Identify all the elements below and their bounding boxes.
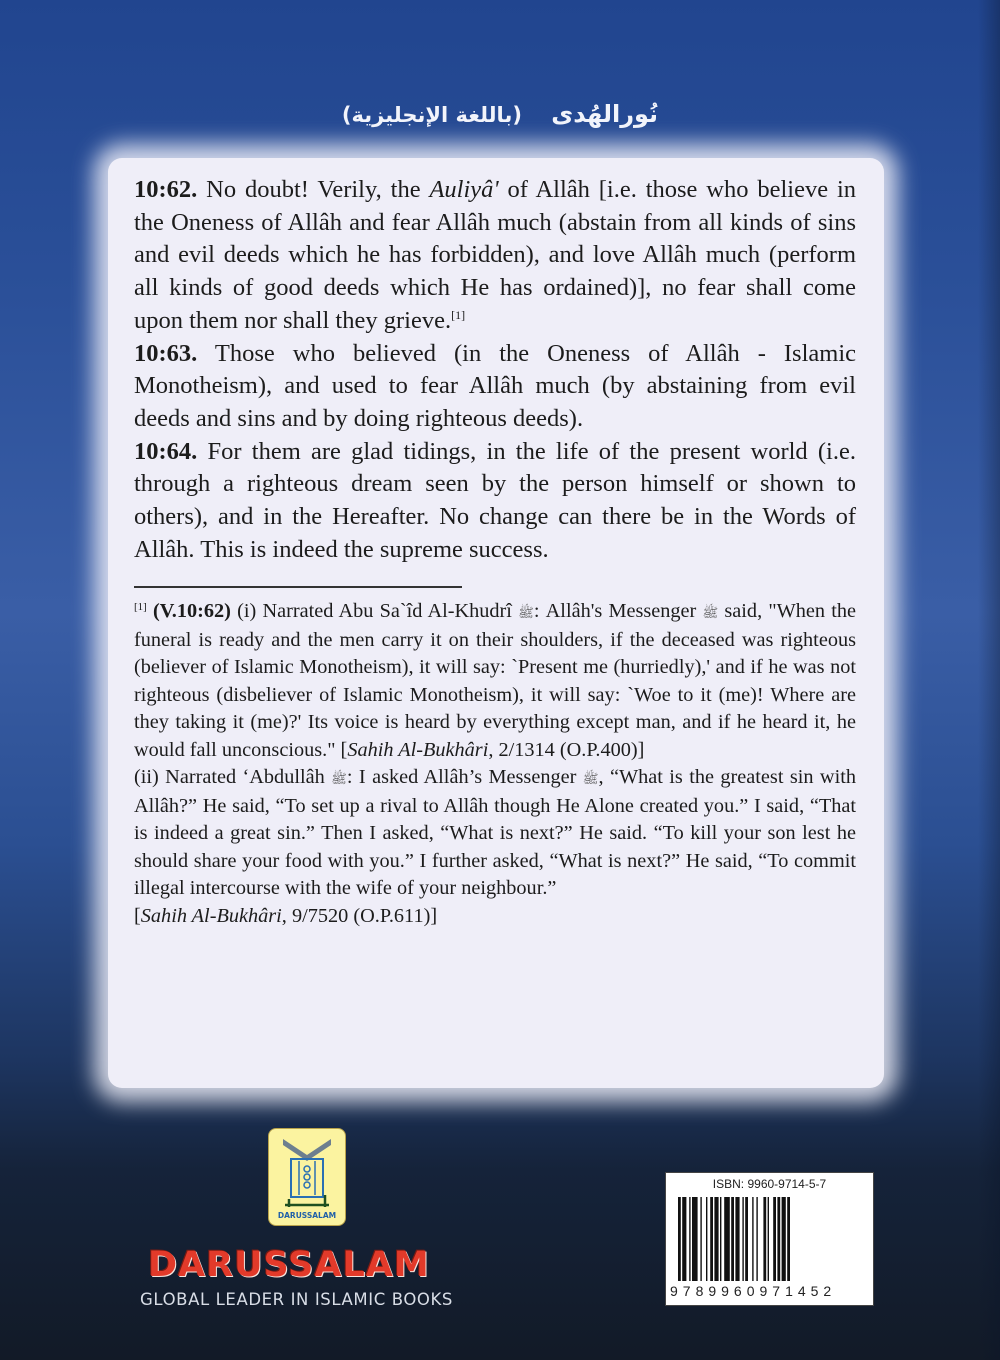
barcode-bar xyxy=(689,1197,690,1281)
barcode-bar xyxy=(742,1197,743,1281)
footnote-text: (i) Narrated Abu Sa`îd Al-Khudrî xyxy=(230,600,519,623)
barcode-bar xyxy=(787,1197,790,1281)
isbn-barcode xyxy=(665,1172,874,1306)
barcode-bar xyxy=(692,1197,698,1281)
barcode-bar xyxy=(773,1197,776,1281)
source-title: Sahih Al-Bukhâri xyxy=(347,738,489,761)
barcode-bar xyxy=(724,1197,730,1281)
barcode-bar xyxy=(682,1197,686,1281)
barcode-bar xyxy=(700,1197,701,1281)
barcode-bar xyxy=(756,1197,757,1281)
verse-10-64 xyxy=(134,436,856,567)
text-content xyxy=(134,174,856,930)
barcode-bar xyxy=(763,1197,766,1281)
cover-edge-shadow xyxy=(978,0,1000,1360)
footnote-narration-2 xyxy=(134,764,856,930)
verse-10-63 xyxy=(134,338,856,436)
footnote-number: [1] xyxy=(134,601,147,614)
verse-ref: 10:64. xyxy=(134,437,198,465)
honorific-companion-icon: ﷺ xyxy=(331,771,347,787)
arabic-title-main: نُورالهُدى xyxy=(551,100,659,128)
verse-10-62 xyxy=(134,174,856,338)
honorific-prophet-icon: ﷺ xyxy=(582,771,599,787)
footnote-text: (ii) Narrated ‘Abdullâh xyxy=(134,766,332,789)
barcode-bar xyxy=(710,1197,713,1281)
barcode-bar xyxy=(782,1197,786,1281)
verse-text: Those who believed (in the Oneness of Allâh - Islamic Monotheism), and used to fear Allâh much (by abstaining from evil deeds and sins and by doing righteous deeds). xyxy=(134,339,856,432)
arabic-title-subtitle: (باللغة الإنجليزية) xyxy=(341,103,522,127)
barcode-bar xyxy=(720,1197,721,1281)
source-reference: , 9/7520 (O.P.611)] xyxy=(281,904,438,927)
isbn-label: ISBN: 9960-9714-5-7 xyxy=(712,1177,827,1191)
verse-text: For them are glad tidings, in the life of the present world (i.e. through a righteous dream seen by the person himself or shown to others), and in the Hereafter. No change can there be in the Words of Allâh. This is indeed the supreme success. xyxy=(134,437,856,563)
footnote-text: : Allâh's Messenger xyxy=(533,600,703,623)
footnote-narration-1 xyxy=(134,598,856,764)
footnote-marker[interactable]: [1] xyxy=(451,307,466,322)
publisher-tagline: GLOBAL LEADER IN ISLAMIC BOOKS xyxy=(140,1290,453,1309)
publisher-name: DARUSSALAM xyxy=(148,1245,430,1285)
footnote-text: said, "When the funeral is ready and the men carry it on their shoulders, if the deceased was righteous (believer of Islamic Monotheism), it will say: `Present me (hurriedly),' and if he was not righteous (disbeliever of Islamic Monotheism), it will say: `Woe to it (me)! Where are they taking it (me)?' Its voice is heard by everything except man, and if he heard it, he would fall unconscious." [ xyxy=(134,600,856,761)
arabic-title xyxy=(0,100,1000,128)
barcode-bar xyxy=(678,1197,681,1281)
verse-ref: 10:63. xyxy=(134,339,198,367)
source-bracket: [ xyxy=(134,904,141,927)
barcode-bar xyxy=(768,1197,769,1281)
verse-italic-term: Auliyâ' xyxy=(429,176,499,203)
barcode-bar xyxy=(735,1197,739,1281)
verse-text: No doubt! Verily, the xyxy=(197,176,430,203)
verse-ref: 10:62. xyxy=(134,176,198,203)
barcode-bar xyxy=(745,1197,748,1281)
barcode-bar xyxy=(777,1197,780,1281)
barcode-bar xyxy=(731,1197,734,1281)
source-title: Sahih Al-Bukhâri xyxy=(140,904,282,927)
barcode-bar xyxy=(714,1197,718,1281)
footnote-divider xyxy=(134,586,462,588)
footnote-ref: (V.10:62) xyxy=(153,600,231,623)
honorific-companion-icon: ﷺ xyxy=(518,605,534,621)
footnote-text: : I asked Allâh’s Messenger xyxy=(346,766,583,789)
publisher-logo xyxy=(268,1128,346,1226)
honorific-prophet-icon: ﷺ xyxy=(702,605,719,621)
logo-label: DARUSSALAM xyxy=(277,1211,337,1220)
source-reference: , 2/1314 (O.P.400)] xyxy=(488,738,645,761)
barcode-bar xyxy=(752,1197,753,1281)
barcode-bar xyxy=(706,1197,707,1281)
verse-text: of Allâh [i.e. those who believe in the Oneness of Allâh and fear Allâh much (abstain from all kinds of sins and evil deeds which he has forbidden), and love Allâh much (perform all kinds of good deeds which He has ordained)], no fear shall come upon them nor shall they grieve. xyxy=(134,176,857,334)
footnote-text: , “What is the greatest sin with Allâh?” He said, “To set up a rival to Allâh though He Alone created you.” I said, “That is indeed a great sin.” Then I asked, “What is next?” He said. “To kill your son lest he should share your food with you.” I further asked, “What is next?” He said, “To commit illegal intercourse with the wife of your neighbour.” xyxy=(134,766,856,900)
barcode-bars xyxy=(678,1197,860,1281)
barcode-digits: 9789960971452 xyxy=(670,1283,837,1299)
